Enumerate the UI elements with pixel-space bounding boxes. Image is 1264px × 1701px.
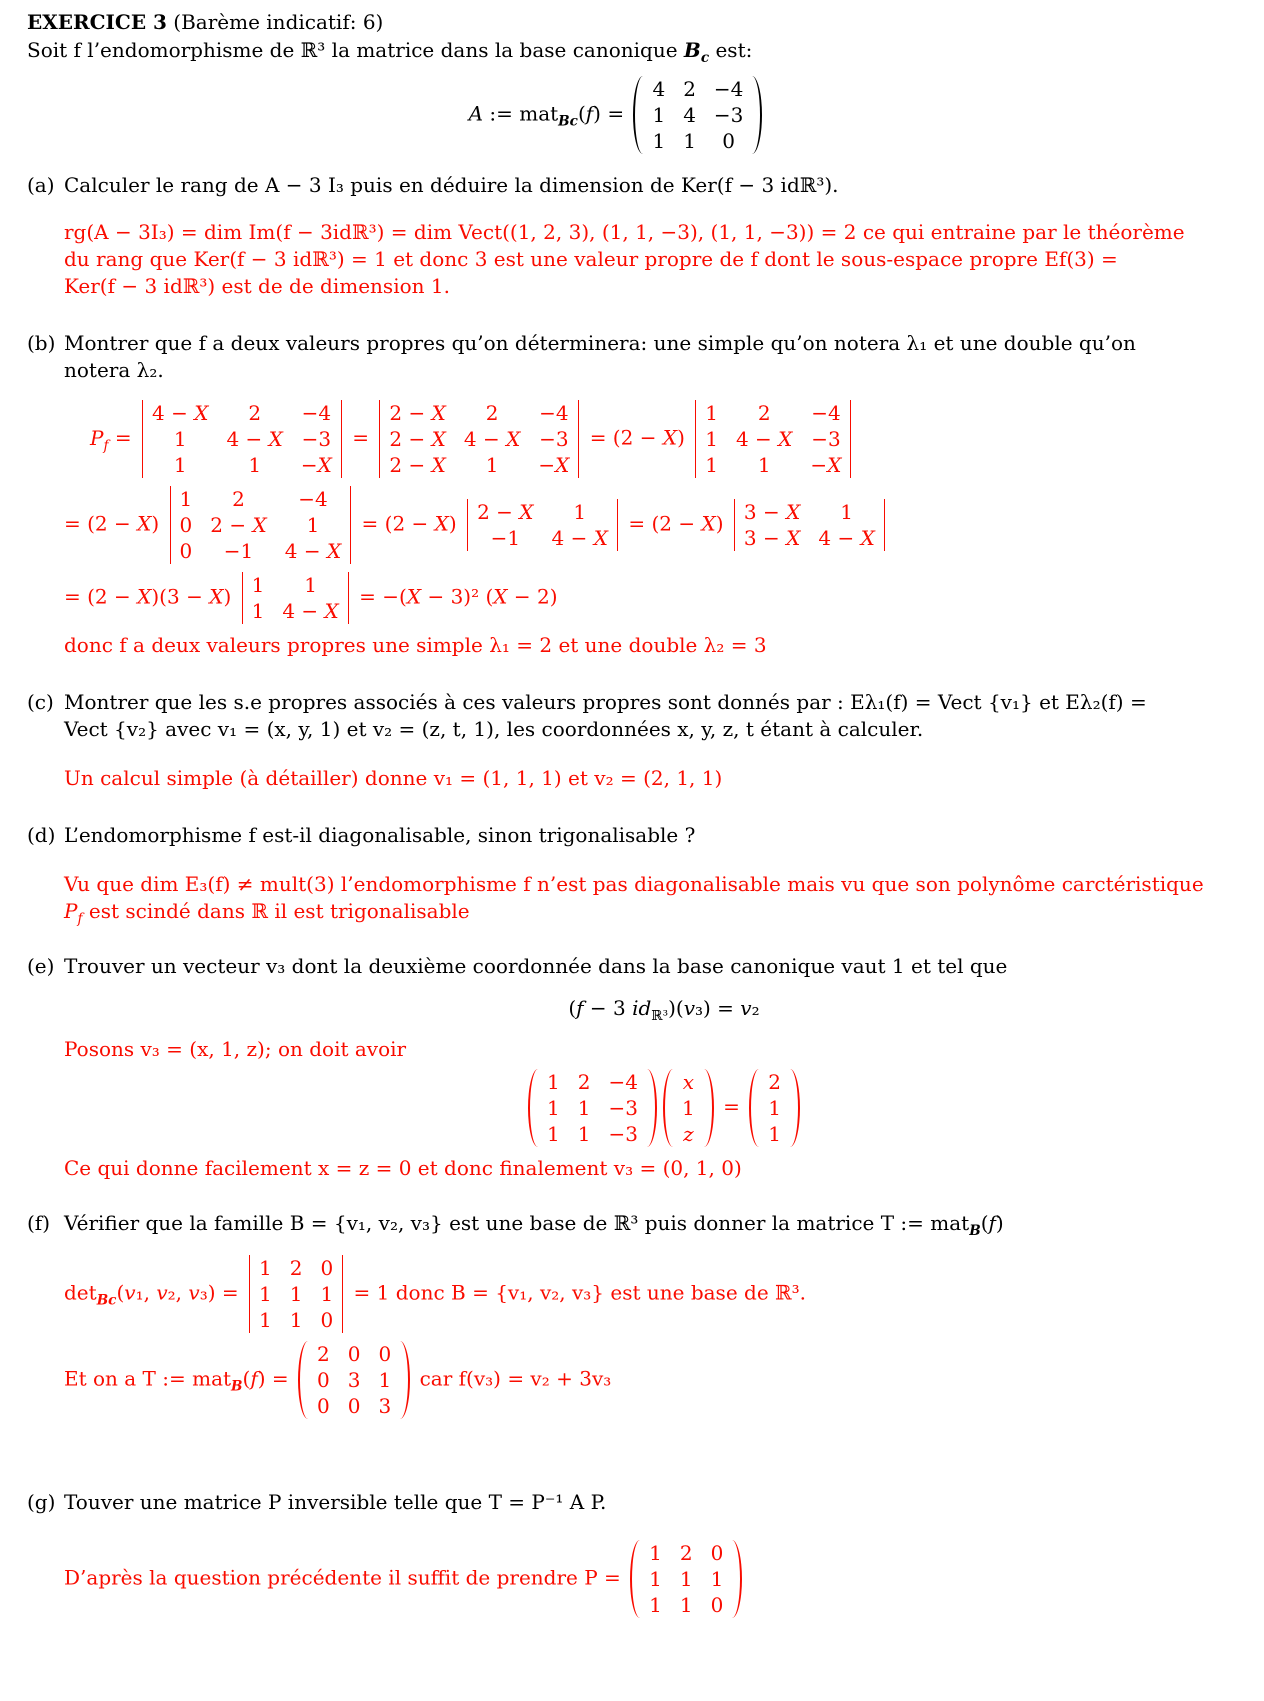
item-d-answer — [64, 871, 1264, 925]
item-b-question-line: Montrer que f a deux valeurs propres qu’on déterminera: une simple qu’on notera λ₁ et une double qu’on — [64, 331, 1136, 355]
exercise-subtitle: (Barème indicatif: 6) — [166, 10, 384, 34]
item-c-question-line: Montrer que les s.e propres associés à ces valeurs propres sont donnés par : Eλ₁(f) = Vect {v₁} et Eλ₂(f) = — [64, 690, 1147, 714]
item-e-label: (e) — [27, 954, 55, 978]
matrix-T-cells: 2 0 0 0 3 1 0 0 3 — [317, 1342, 392, 1418]
eq-A-op: := mat — [483, 101, 559, 126]
left-paren — [528, 1069, 538, 1147]
det-bar — [884, 499, 885, 551]
determinant-7 — [241, 572, 350, 624]
determinant-6-cells: 3 − X 1 3 − X 4 − X — [743, 500, 875, 550]
matrix-M — [528, 1069, 657, 1147]
item-c-label: (c) — [27, 690, 54, 714]
P-equation — [64, 1540, 1264, 1618]
matrix-P-cells: 1 2 0 1 1 1 1 1 0 — [649, 1541, 724, 1617]
det-bar — [341, 400, 342, 478]
det-equation — [64, 1255, 1264, 1333]
basis-subscript: c — [700, 50, 710, 66]
item-f-answer — [64, 1255, 1264, 1419]
left-paren — [749, 1069, 759, 1147]
basis-subscript: B — [969, 1223, 981, 1239]
factor-fragment: = (2 − X) — [64, 511, 160, 536]
right-paren — [790, 1069, 800, 1147]
answer-line: Posons v₃ = (x, 1, z); on doit avoir — [64, 1037, 407, 1061]
det-bar — [350, 486, 351, 564]
equals-sign: = — [723, 1094, 740, 1119]
answer-line — [64, 898, 1264, 925]
left-paren — [298, 1341, 308, 1419]
basis-symbol: B — [683, 38, 701, 62]
T-basis-subscript: B — [231, 1378, 243, 1395]
item-c-answer — [64, 765, 1264, 792]
det-bar — [342, 1255, 343, 1333]
right-paren — [647, 1069, 657, 1147]
left-paren — [633, 76, 643, 154]
determinant-2 — [378, 400, 580, 478]
charpoly-line-2 — [64, 486, 1264, 564]
determinant-6 — [733, 499, 886, 551]
answer-text: D’après la question précédente il suffit de prendre P = — [64, 1565, 621, 1590]
det-bar — [617, 499, 618, 551]
equals-sign: = — [114, 425, 132, 450]
right-paren — [752, 76, 762, 154]
determinant-4 — [169, 486, 353, 564]
item-a — [27, 172, 1264, 300]
det-args: (v₁, v₂, v₃) = — [116, 1280, 239, 1305]
determinant-5-cells: 2 − X 1 −1 4 − X — [477, 500, 608, 550]
item-f-label: (f) — [27, 1211, 51, 1235]
factor-fragment: = (2 − X) — [589, 425, 685, 450]
T-justification: car f(v₃) = v₂ + 3v₃ — [419, 1366, 612, 1391]
item-g-question: Touver une matrice P inversible telle que T = P⁻¹ A P. — [64, 1490, 607, 1514]
item-d-label: (d) — [27, 823, 56, 847]
exercise-header — [27, 8, 1264, 36]
item-c — [27, 689, 1264, 792]
factor-fragment: = (2 − X)(3 − X) — [64, 584, 232, 609]
answer-line: Vu que dim E₃(f) ≠ mult(3) l’endomorphisme f n’est pas diagonalisable mais vu que son polynôme carctéristique — [64, 872, 1204, 896]
determinant-4-cells: 1 2 −4 0 2 − X 1 0 −1 4 − X — [179, 487, 342, 563]
matrix-P — [630, 1540, 742, 1618]
determinant-7-cells: 1 1 1 4 − X — [251, 573, 339, 623]
det-basis-subscript: Bc — [96, 1292, 117, 1309]
determinant-5 — [466, 499, 619, 551]
item-e-condition-equation — [64, 996, 1264, 1024]
det-bar — [348, 572, 349, 624]
left-paren — [630, 1540, 640, 1618]
right-paren — [732, 1540, 742, 1618]
answer-line: Un calcul simple (à détailler) donne v₁ = (1, 1, 1) et v₂ = (2, 1, 1) — [64, 766, 723, 790]
determinant-1 — [141, 400, 343, 478]
item-c-question-line: Vect {v₂} avec v₁ = (x, y, 1) et v₂ = (z, t, 1), les coordonnées x, y, z, t étant à calculer. — [64, 717, 924, 741]
determinant-2-cells: 2 − X 2 −4 2 − X 4 − X −3 2 − X 1 −X — [389, 401, 570, 477]
factor-fragment: = (2 − X) — [628, 511, 724, 536]
matrix-A-equation — [27, 76, 1207, 154]
T-args: (f) = — [242, 1366, 289, 1391]
item-e-answer — [64, 1036, 1264, 1182]
vector-result — [749, 1069, 800, 1147]
item-d-question: L’endomorphisme f est-il diagonalisable, sinon trigonalisable ? — [64, 823, 696, 847]
det-bar — [850, 400, 851, 478]
matrix-system-equation — [64, 1069, 1264, 1147]
det-bar — [578, 400, 579, 478]
factor-fragment: = (2 − X) — [361, 511, 457, 536]
matrix-A — [633, 76, 762, 154]
item-f — [27, 1210, 1264, 1419]
matrix-A-cells: 4 2 −4 1 4 −3 1 1 0 — [652, 77, 744, 153]
item-d — [27, 822, 1264, 925]
item-e — [27, 953, 1264, 1182]
eq-A-var: A — [468, 101, 484, 126]
matrix-T — [298, 1341, 410, 1419]
answer-line: Ce qui donne facilement x = z = 0 et donc finalement v₃ = (0, 1, 0) — [64, 1156, 742, 1180]
item-b — [27, 330, 1264, 659]
answer-line: du rang que Ker(f − 3 idℝ³) = 1 et donc 3 est une valeur propre de f dont le sous-espace propre Ef(3) = — [64, 247, 1118, 271]
equals-sign: = — [352, 425, 370, 450]
det-result: = 1 donc B = {v₁, v₂, v₃} est une base de ℝ³. — [353, 1280, 807, 1305]
eq-A-close: (f) = — [577, 101, 625, 126]
eq-R3-subscript: ℝ³ — [651, 1008, 669, 1024]
item-a-answer — [64, 219, 1264, 300]
determinant-3-cells: 1 2 −4 1 4 − X −3 1 1 −X — [705, 401, 842, 477]
question-text: Vérifier que la famille B = {v₁, v₂, v₃} est une base de ℝ³ puis donner la matrice T := mat — [64, 1211, 970, 1235]
matrix-M-cells: 1 2 −4 1 1 −3 1 1 −3 — [547, 1070, 638, 1146]
item-g-label: (g) — [27, 1490, 56, 1514]
eq-A-basis-subscript: Bc — [558, 113, 578, 130]
item-a-question: Calculer le rang de A − 3 I₃ puis en déduire la dimension de Ker(f − 3 idℝ³). — [64, 173, 839, 197]
item-g — [27, 1489, 1264, 1618]
P-f-symbol — [90, 425, 109, 454]
determinant-3 — [694, 400, 852, 478]
result-fragment: = −(X − 3)² (X − 2) — [359, 584, 558, 609]
answer-line-rest: est scindé dans ℝ il est trigonalisable — [82, 899, 470, 923]
intro-line — [27, 36, 1264, 64]
answer-line: Ker(f − 3 idℝ³) est de de dimension 1. — [64, 274, 450, 298]
question-text-end: (f) — [980, 1211, 1004, 1235]
charpoly-line-1 — [90, 400, 1264, 478]
item-b-answer — [64, 400, 1264, 659]
item-b-label: (b) — [27, 331, 56, 355]
determinant-1-cells: 4 − X 2 −4 1 4 − X −3 1 1 −X — [152, 401, 332, 477]
vector-x — [663, 1069, 714, 1147]
right-paren — [400, 1341, 410, 1419]
intro-text-end: est: — [709, 38, 753, 62]
item-g-answer — [64, 1540, 1264, 1618]
det-label: det — [64, 1280, 97, 1305]
item-a-label: (a) — [27, 173, 55, 197]
answer-line: rg(A − 3I₃) = dim Im(f − 3idℝ³) = dim Vect((1, 2, 3), (1, 1, −3), (1, 1, −3)) = 2 ce qui entraine par le théorème — [64, 220, 1185, 244]
T-label: Et on a T := mat — [64, 1366, 232, 1391]
item-e-question: Trouver un vecteur v₃ dont la deuxième coordonnée dans la base canonique vaut 1 et tel que — [64, 954, 1008, 978]
item-f-question — [64, 1210, 1264, 1237]
vector-x-cells: x 1 z — [682, 1070, 695, 1146]
vector-result-cells: 2 1 1 — [768, 1070, 781, 1146]
eq-post: )(v₃) = v₂ — [668, 996, 760, 1020]
left-paren — [663, 1069, 673, 1147]
charpoly-line-3 — [64, 572, 1264, 624]
determinant-base — [248, 1255, 344, 1333]
item-b-question-line: notera λ₂. — [64, 358, 164, 382]
intro-text: Soit f l’endomorphisme de ℝ³ la matrice dans la base canonique — [27, 38, 684, 62]
determinant-base-cells: 1 2 0 1 1 1 1 1 0 — [258, 1256, 334, 1332]
P-subscript: f — [77, 911, 83, 927]
charpoly-conclusion: donc f a deux valeurs propres une simple λ₁ = 2 et une double λ₂ = 3 — [64, 633, 767, 657]
exercise-title: EXERCICE 3 — [27, 10, 167, 34]
P-subscript: f — [103, 437, 109, 454]
P-var: P — [90, 425, 104, 450]
eq-pre: (f − 3 id — [568, 996, 652, 1020]
T-equation — [64, 1341, 1264, 1419]
P-var: P — [64, 899, 78, 923]
right-paren — [704, 1069, 714, 1147]
